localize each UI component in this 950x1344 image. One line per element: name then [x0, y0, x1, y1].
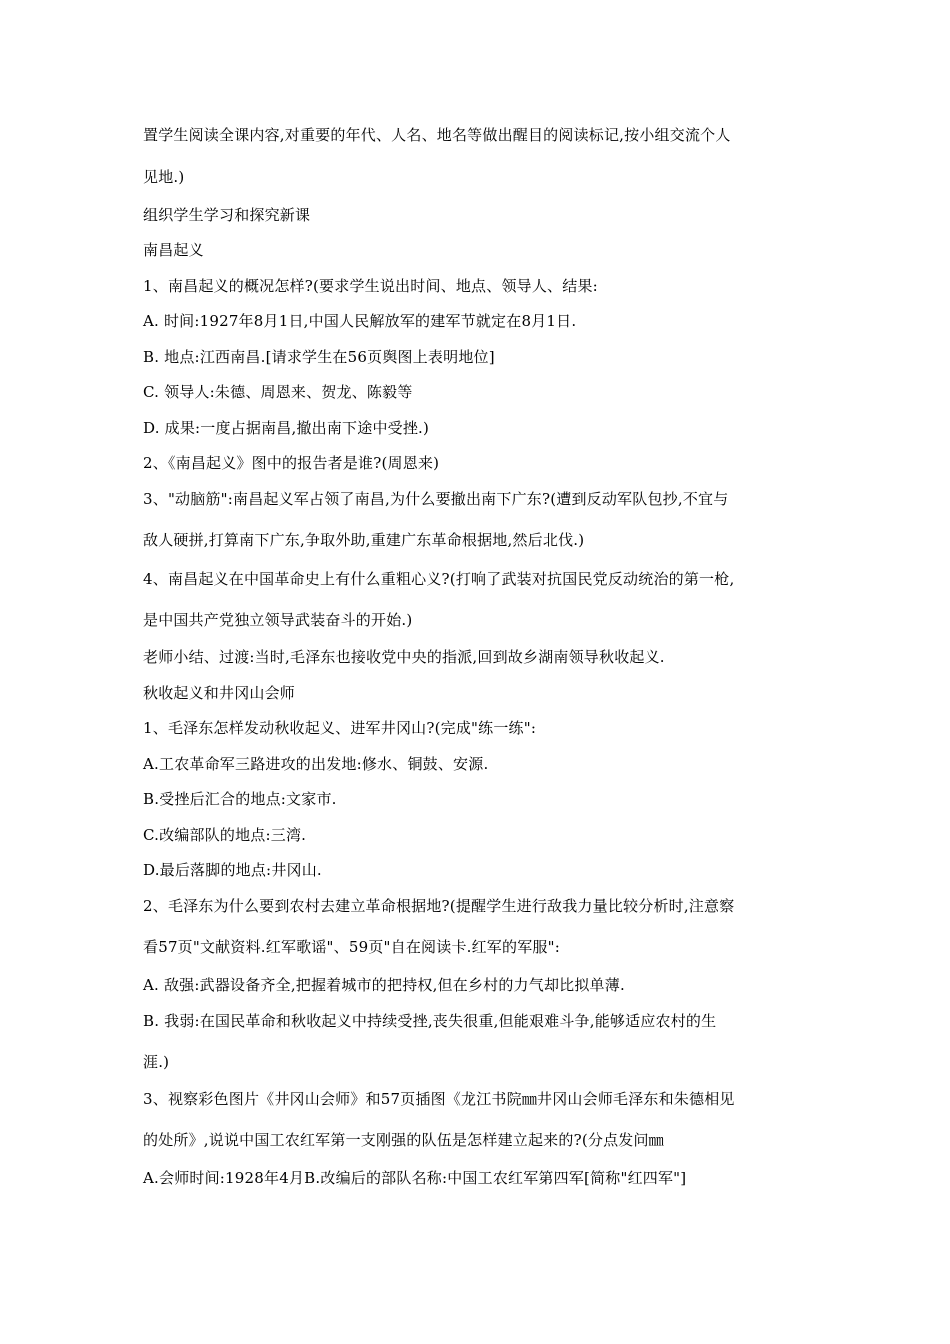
section-heading: 组织学生学习和探究新课	[143, 206, 311, 224]
text-line: A. 时间:1927年8月1日,中国人民解放军的建军节就定在8月1日.	[143, 312, 577, 330]
text-line: 见地.)	[143, 168, 185, 186]
text-line: B.受挫后汇合的地点:文家市.	[143, 790, 337, 808]
text-line: 涯.)	[143, 1053, 170, 1071]
text-line: B. 我弱:在国民革命和秋收起义中持续受挫,丧失很重,但能艰难斗争,能够适应农村的生	[143, 1012, 717, 1030]
text-line: 敌人硬拼,打算南下广东,争取外助,重建广东革命根据地,然后北伐.)	[143, 531, 585, 549]
text-line: D. 成果:一度占据南昌,撤出南下途中受挫.)	[143, 419, 430, 437]
text-line: 3、"动脑筋":南昌起义军占领了南昌,为什么要撤出南下广东?(遭到反动军队包抄,不宜与	[143, 490, 729, 508]
text-line: 1、南昌起义的概况怎样?(要求学生说出时间、地点、领导人、结果:	[143, 277, 598, 295]
text-line: C. 领导人:朱德、周恩来、贺龙、陈毅等	[143, 383, 413, 401]
text-line: A.工农革命军三路进攻的出发地:修水、铜鼓、安源.	[143, 755, 489, 773]
text-line: 置学生阅读全课内容,对重要的年代、人名、地名等做出醒目的阅读标记,按小组交流个人	[143, 126, 731, 144]
text-line: 是中国共产党独立领导武装奋斗的开始.)	[143, 611, 413, 629]
text-line: 2、毛泽东为什么要到农村去建立革命根据地?(提醒学生进行敌我力量比较分析时,注意察	[143, 897, 735, 915]
text-line: A.会师时间:1928年4月B.改编后的部队名称:中国工农红军第四军[简称"红四军"]	[143, 1169, 687, 1187]
text-line: 的处所》,说说中国工农红军第一支刚强的队伍是怎样建立起来的?(分点发问㎜	[143, 1131, 664, 1149]
section-heading: 秋收起义和井冈山会师	[143, 684, 296, 702]
text-line: A. 敌强:武器设备齐全,把握着城市的把持权,但在乡村的力气却比拟单薄.	[143, 976, 625, 994]
text-line: 3、视察彩色图片《井冈山会师》和57页插图《龙江书院㎜井冈山会师毛泽东和朱德相见	[143, 1090, 735, 1108]
text-line: 老师小结、过渡:当时,毛泽东也接收党中央的指派,回到故乡湖南领导秋收起义.	[143, 648, 665, 666]
text-line: 看57页"文献资料.红军歌谣"、59页"自在阅读卡.红军的军服":	[143, 938, 560, 956]
text-line: 4、南昌起义在中国革命史上有什么重粗心义?(打响了武装对抗国民党反动统治的第一枪,	[143, 570, 735, 588]
section-heading: 南昌起义	[143, 241, 204, 259]
text-line: B. 地点:江西南昌.[请求学生在56页舆图上表明地位]	[143, 348, 495, 366]
text-line: D.最后落脚的地点:井冈山.	[143, 861, 322, 879]
text-line: 2、《南昌起义》图中的报告者是谁?(周恩来)	[143, 454, 440, 472]
text-line: C.改编部队的地点:三湾.	[143, 826, 307, 844]
text-line: 1、毛泽东怎样发动秋收起义、进军井冈山?(完成"练一练":	[143, 719, 537, 737]
